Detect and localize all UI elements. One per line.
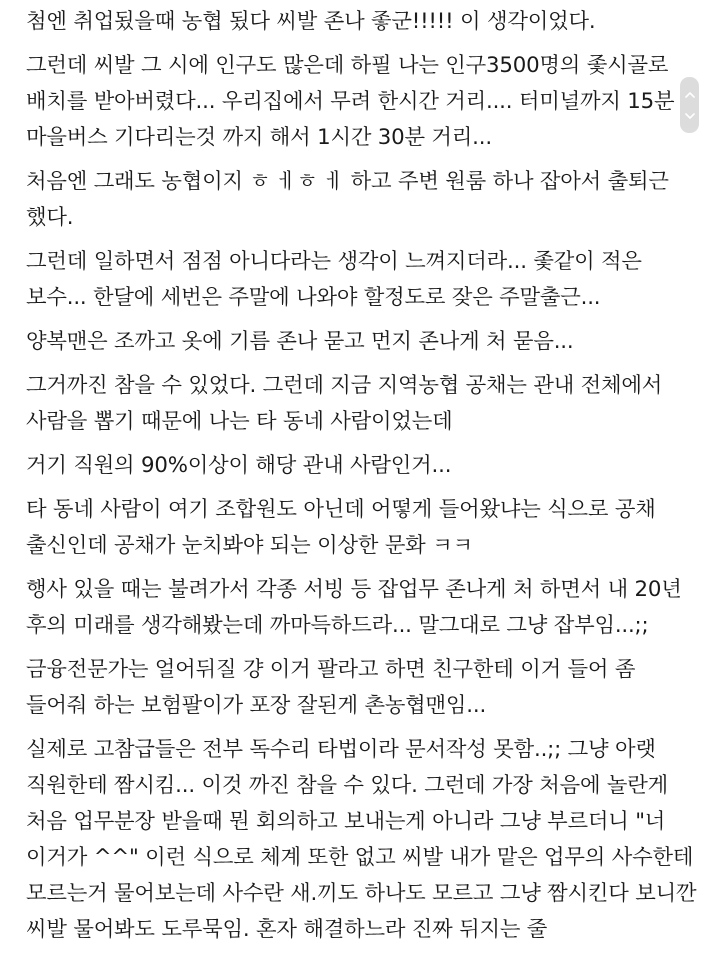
post-paragraph-6: 그거까진 참을 수 있었다. 그런데 지금 지역농협 공채는 관내 전체에서 사람을 뽑기 때문에 나는 타 동네 사람이었는데 <box>26 373 663 434</box>
post-paragraph-5: 양복맨은 조까고 옷에 기름 존나 묻고 먼지 존나게 처 묻음... <box>26 329 574 354</box>
post-paragraph-1: 첨엔 취업됬을때 농협 됬다 씨발 존나 좋군!!!!! 이 생각이었다. <box>26 9 596 34</box>
post-paragraph-3: 처음엔 그래도 농협이지 ㅎ ㅔㅎ ㅔ 하고 주변 원룸 하나 잡아서 출퇴근 했다. <box>26 169 669 230</box>
post-paragraph-11: 실제로 고참급들은 전부 독수리 타법이라 문서작성 못함..;; 그냥 아랫 직원한테 짬시킴... 이것 까진 참을 수 있다. 그런데 가장 처음에 놀란게 처음 업무분장 받을때 뭔 회의하고 보내는게 아니라 그냥 부르더니 "너 이거가 ^^" 이런 식으로 체계 또한 없고 씨발 내가 맡은 업무의 사수한테 모르는거 물어보는데 사수란 새.끼도 하나도 모르고 그냥 짬시킨다 보니깐 씨발 물어봐도 도루묵임. 혼자 해결하느라 진짜 뒤지는 줄 <box>26 737 697 942</box>
page-scroll-control[interactable] <box>680 77 699 133</box>
post-paragraph-10: 금융전문가는 얼어뒤질 걍 이거 팔라고 하면 친구한테 이거 들어 좀 들어줘 하는 보험팔이가 포장 잘된게 촌농협맨임... <box>26 657 636 718</box>
post-paragraph-2: 그런데 씨발 그 시에 인구도 많은데 하필 나는 인구3500명의 좇시골로 배치를 받아버렸다... 우리집에서 무려 한시간 거리.... 터미널까지 15분 마을버스 기다리는것 까지 해서 1시간 30분 거리... <box>26 53 675 150</box>
chevron-up-icon[interactable] <box>680 83 699 105</box>
post-paragraph-8: 타 동네 사람이 여기 조합원도 아닌데 어떻게 들어왔냐는 식으로 공채 출신인데 공채가 눈치봐야 되는 이상한 문화 ㅋㅋ <box>26 497 656 558</box>
post-paragraph-9: 행사 있을 때는 불려가서 각종 서빙 등 잡업무 존나게 처 하면서 내 20년 후의 미래를 생각해봤는데 까마득하드라... 말그대로 그냥 잡부임...;; <box>26 577 682 638</box>
chevron-down-icon[interactable] <box>680 105 699 127</box>
post-paragraph-4: 그런데 일하면서 점점 아니다라는 생각이 느껴지더라... 좇같이 적은 보수... 한달에 세번은 주말에 나와야 할정도로 잦은 주말출근... <box>26 249 642 310</box>
post-body <box>26 4 698 956</box>
post-paragraph-7: 거기 직원의 90%이상이 해당 관내 사람인거... <box>26 453 452 478</box>
